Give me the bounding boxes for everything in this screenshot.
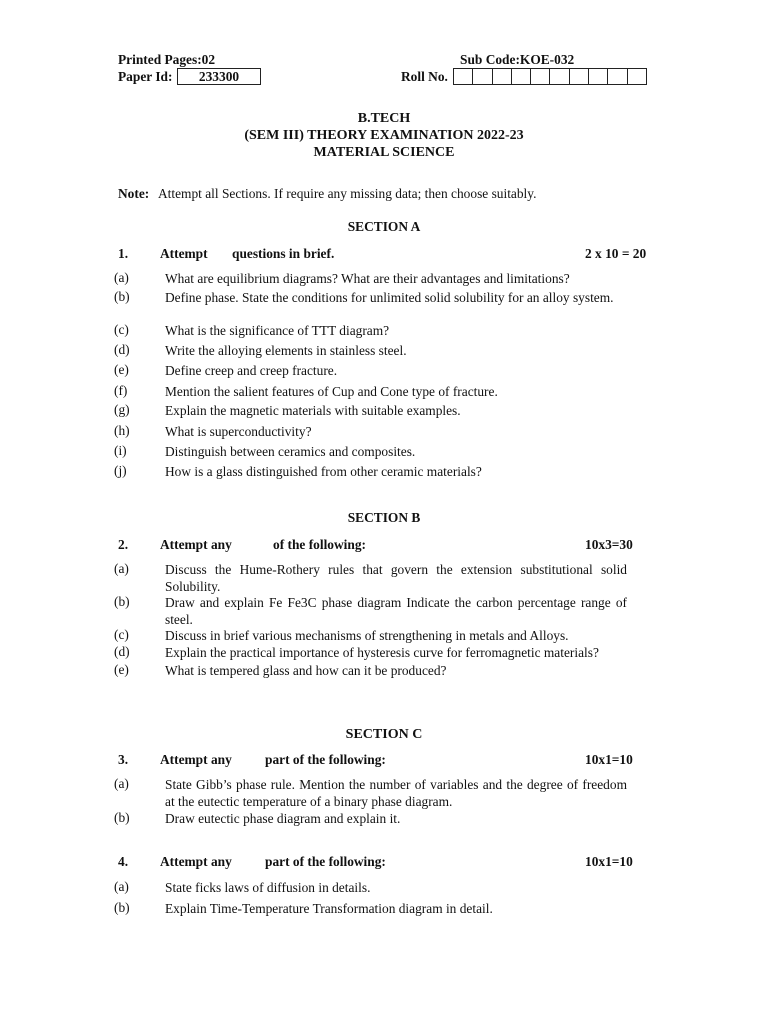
printed-pages: Printed Pages:02 — [118, 52, 216, 67]
question-4-instruction: Attempt any — [160, 854, 232, 869]
question-item-text: Write the alloying elements in stainless steel. — [165, 343, 407, 358]
question-4-instruction-rest: part of the following: — [265, 854, 386, 869]
question-1-number: 1. — [118, 246, 129, 261]
subject-title: MATERIAL SCIENCE — [313, 145, 455, 160]
question-item-text: What is tempered glass and how can it be produced? — [165, 663, 447, 678]
question-item-text: What is superconductivity? — [165, 424, 312, 439]
roll-no-cell — [628, 69, 646, 84]
section-c-heading: SECTION C — [345, 727, 423, 742]
question-item-text: How is a glass distinguished from other ceramic materials? — [165, 464, 482, 479]
question-item-text: Draw eutectic phase diagram and explain it. — [165, 811, 401, 826]
question-4-marks: 10x1=10 — [585, 854, 633, 869]
degree-title: B.TECH — [357, 111, 411, 126]
exam-title: (SEM III) THEORY EXAMINATION 2022-23 — [244, 128, 524, 143]
question-item-text: Draw and explain Fe Fe3C phase diagram Indicate the carbon percentage range of steel. — [165, 595, 627, 627]
question-3-instruction-rest: part of the following: — [265, 752, 386, 767]
roll-no-label: Roll No. — [401, 69, 448, 84]
question-item-text: Distinguish between ceramics and composites. — [165, 444, 416, 459]
question-1-marks: 2 x 10 = 20 — [585, 246, 647, 261]
question-item-text: What are equilibrium diagrams? What are their advantages and limitations? — [165, 271, 570, 286]
question-2-instruction-rest: of the following: — [273, 537, 366, 552]
question-item-label: (b) — [114, 289, 130, 304]
question-item-text: Discuss in brief various mechanisms of strengthening in metals and Alloys. — [165, 628, 569, 643]
question-item-label: (b) — [114, 594, 130, 609]
roll-no-cell — [454, 69, 473, 84]
question-3-marks: 10x1=10 — [585, 752, 633, 767]
question-item-label: (g) — [114, 402, 130, 417]
question-2-marks: 10x3=30 — [585, 537, 633, 552]
question-1-instruction: Attempt — [160, 246, 208, 261]
question-item-label: (f) — [114, 383, 128, 398]
question-item-text: State ficks laws of diffusion in details. — [165, 880, 371, 895]
roll-no-cell — [550, 69, 569, 84]
question-item-label: (d) — [114, 342, 130, 357]
question-3-instruction: Attempt any — [160, 752, 232, 767]
note-text: Attempt all Sections. If require any missing data; then choose suitably. — [158, 186, 537, 201]
question-item-label: (i) — [114, 443, 127, 458]
note-label: Note: — [118, 186, 150, 201]
question-1-instruction-rest: questions in brief. — [232, 246, 335, 261]
question-item-text: Explain the magnetic materials with suitable examples. — [165, 403, 461, 418]
roll-no-cell — [512, 69, 531, 84]
question-item-text: Define creep and creep fracture. — [165, 363, 338, 378]
question-item-text: Discuss the Hume-Rothery rules that govern the extension substitutional solid Solubility. — [165, 562, 627, 594]
roll-no-cell — [493, 69, 512, 84]
question-item-text: Explain Time-Temperature Transformation diagram in detail. — [165, 901, 493, 916]
question-item-label: (a) — [114, 270, 129, 285]
question-item-text: What is the significance of TTT diagram? — [165, 323, 390, 338]
question-item-label: (b) — [114, 810, 130, 825]
paper-id-box: 233300 — [177, 68, 261, 85]
question-item-label: (h) — [114, 423, 130, 438]
question-item-label: (c) — [114, 322, 129, 337]
roll-no-cell — [608, 69, 627, 84]
question-2-instruction: Attempt any — [160, 537, 232, 552]
question-item-text: Mention the salient features of Cup and Cone type of fracture. — [165, 384, 498, 399]
roll-no-cell — [473, 69, 492, 84]
question-4-number: 4. — [118, 854, 129, 869]
question-item-label: (a) — [114, 879, 129, 894]
roll-no-cell — [570, 69, 589, 84]
question-2-number: 2. — [118, 537, 129, 552]
question-item-label: (e) — [114, 362, 129, 377]
question-item-label: (a) — [114, 776, 129, 791]
question-item-text: Explain the practical importance of hysteresis curve for ferromagnetic materials? — [165, 645, 599, 660]
question-item-text: State Gibb’s phase rule. Mention the number of variables and the degree of freedom at the eutectic temperature of a binary phase diagram. — [165, 777, 627, 809]
paper-id-label: Paper Id: — [118, 69, 173, 84]
question-item-label: (d) — [114, 644, 130, 659]
question-item-label: (e) — [114, 662, 129, 677]
question-item-text: Define phase. State the conditions for unlimited solid solubility for an alloy system. — [165, 290, 614, 305]
section-a-heading: SECTION A — [347, 219, 421, 234]
question-3-number: 3. — [118, 752, 129, 767]
roll-no-boxes — [453, 68, 647, 85]
section-b-heading: SECTION B — [347, 510, 421, 525]
roll-no-cell — [531, 69, 550, 84]
sub-code: Sub Code:KOE-032 — [460, 52, 575, 67]
question-item-label: (j) — [114, 463, 127, 478]
question-item-label: (c) — [114, 627, 129, 642]
question-item-label: (a) — [114, 561, 129, 576]
question-item-label: (b) — [114, 900, 130, 915]
roll-no-cell — [589, 69, 608, 84]
